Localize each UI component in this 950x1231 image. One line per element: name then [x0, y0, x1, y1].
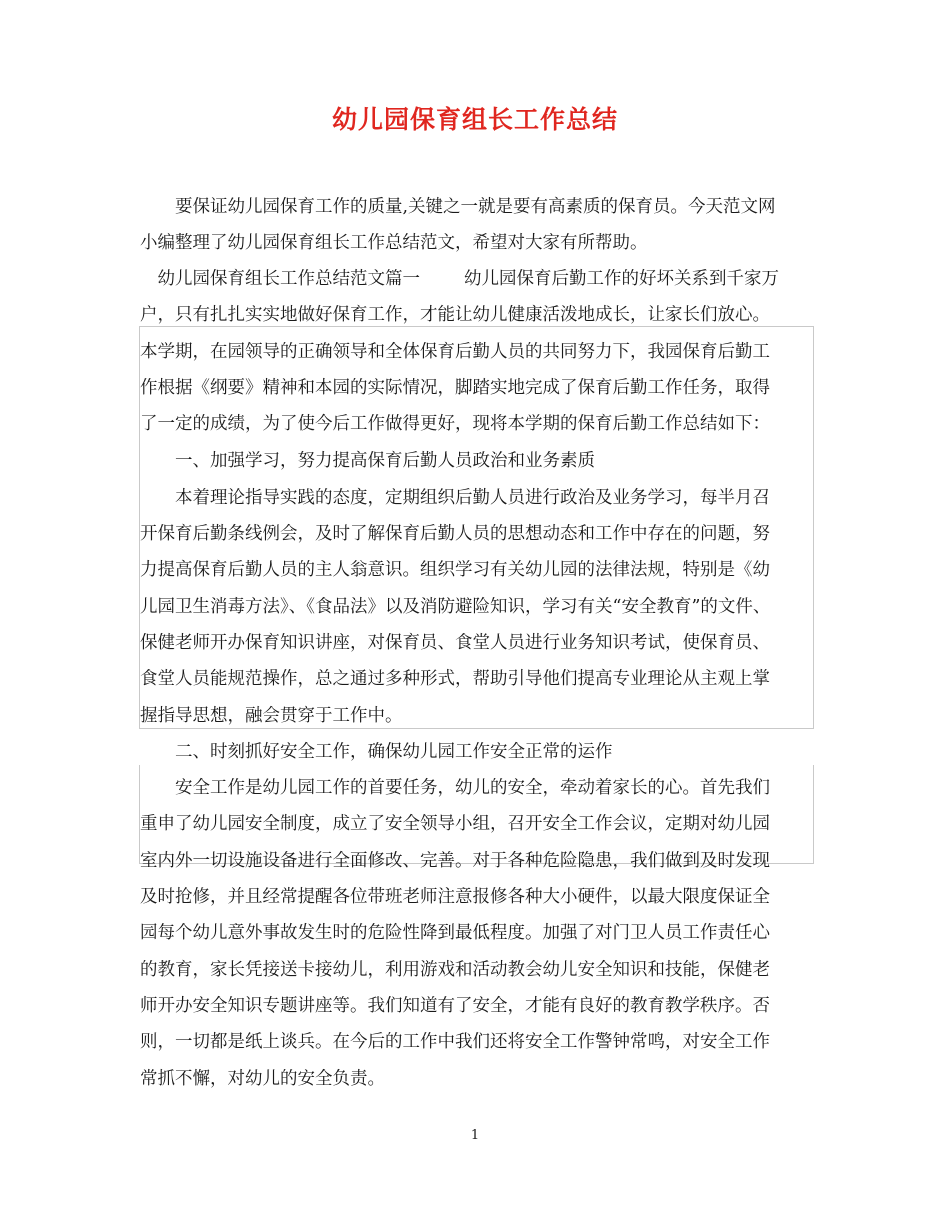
paragraph-line: 园每个幼儿意外事故发生时的危险性降到最低程度。加强了对门卫人员工作责任心 — [140, 923, 770, 943]
paragraph-line: 户，只有扎扎实实地做好保育工作，才能让幼儿健康活泼地成长，让家长们放心。 — [140, 305, 770, 325]
paragraph-line: 小编整理了幼儿园保育组长工作总结范文，希望对大家有所帮助。 — [140, 233, 648, 253]
paragraph-line: 力提高保育后勤人员的主人翁意识。组织学习有关幼儿园的法律法规，特别是《幼 — [140, 560, 770, 580]
paragraph-line: 开保育后勤条线例会，及时了解保育后勤人员的思想动态和工作中存在的问题，努 — [140, 524, 770, 544]
paragraph-line: 室内外一切设施设备进行全面修改、完善。对于各种危险隐患，我们做到及时发现 — [140, 851, 770, 871]
paragraph-line: 了一定的成绩，为了使今后工作做得更好，现将本学期的保育后勤工作总结如下： — [140, 414, 770, 434]
paragraph-line: 本学期，在园领导的正确领导和全体保育后勤人员的共同努力下，我园保育后勤工 — [140, 342, 770, 362]
paragraph-line: 重申了幼儿园安全制度，成立了安全领导小组，召开安全工作会议，定期对幼儿园 — [140, 814, 770, 834]
paragraph-line: 安全工作是幼儿园工作的首要任务，幼儿的安全，牵动着家长的心。首先我们 — [140, 778, 770, 798]
paragraph-line: 常抓不懈，对幼儿的安全负责。 — [140, 1069, 385, 1089]
section-heading: 二、时刻抓好安全工作，确保幼儿园工作安全正常的运作 — [140, 742, 613, 762]
paragraph-line: 本着理论指导实践的态度，定期组织后勤人员进行政治及业务学习，每半月召 — [140, 488, 770, 508]
section-heading: 一、加强学习，努力提高保育后勤人员政治和业务素质 — [140, 451, 595, 471]
paragraph-line: 及时抢修，并且经常提醒各位带班老师注意报修各种大小硬件，以最大限度保证全 — [140, 887, 770, 907]
paragraph-line: 的教育，家长凭接送卡接幼儿，利用游戏和活动教会幼儿安全知识和技能，保健老 — [140, 960, 770, 980]
paragraph-line: 作根据《纲要》精神和本园的实际情况，脚踏实地完成了保育后勤工作任务，取得 — [140, 378, 770, 398]
paragraph-line: 要保证幼儿园保育工作的质量,关键之一就是要有高素质的保育员。今天范文网 — [140, 197, 776, 217]
page-number: 1 — [470, 1128, 480, 1143]
paragraph-line — [140, 267, 779, 291]
section-heading: 幼儿园保育组长工作总结范文篇一 — [140, 269, 420, 289]
paragraph-line: 握指导思想，融会贯穿于工作中。 — [140, 706, 403, 726]
paragraph-line: 则，一切都是纸上谈兵。在今后的工作中我们还将安全工作警钟常鸣，对安全工作 — [140, 1032, 770, 1052]
paragraph-line: 保健老师开办保育知识讲座，对保育员、食堂人员进行业务知识考试，使保育员、 — [140, 633, 770, 653]
paragraph-line: 师开办安全知识专题讲座等。我们知道有了安全，才能有良好的教育教学秩序。否 — [140, 996, 770, 1016]
paragraph-line: 儿园卫生消毒方法》、《食品法》以及消防避险知识，学习有关“安全教育”的文件、 — [140, 597, 771, 617]
document-title: 幼儿园保育组长工作总结 — [331, 105, 618, 134]
paragraph-text: 幼儿园保育后勤工作的好坏关系到千家万 — [464, 269, 779, 289]
paragraph-line: 食堂人员能规范操作，总之通过多种形式，帮助引导他们提高专业理论从主观上掌 — [140, 669, 770, 689]
